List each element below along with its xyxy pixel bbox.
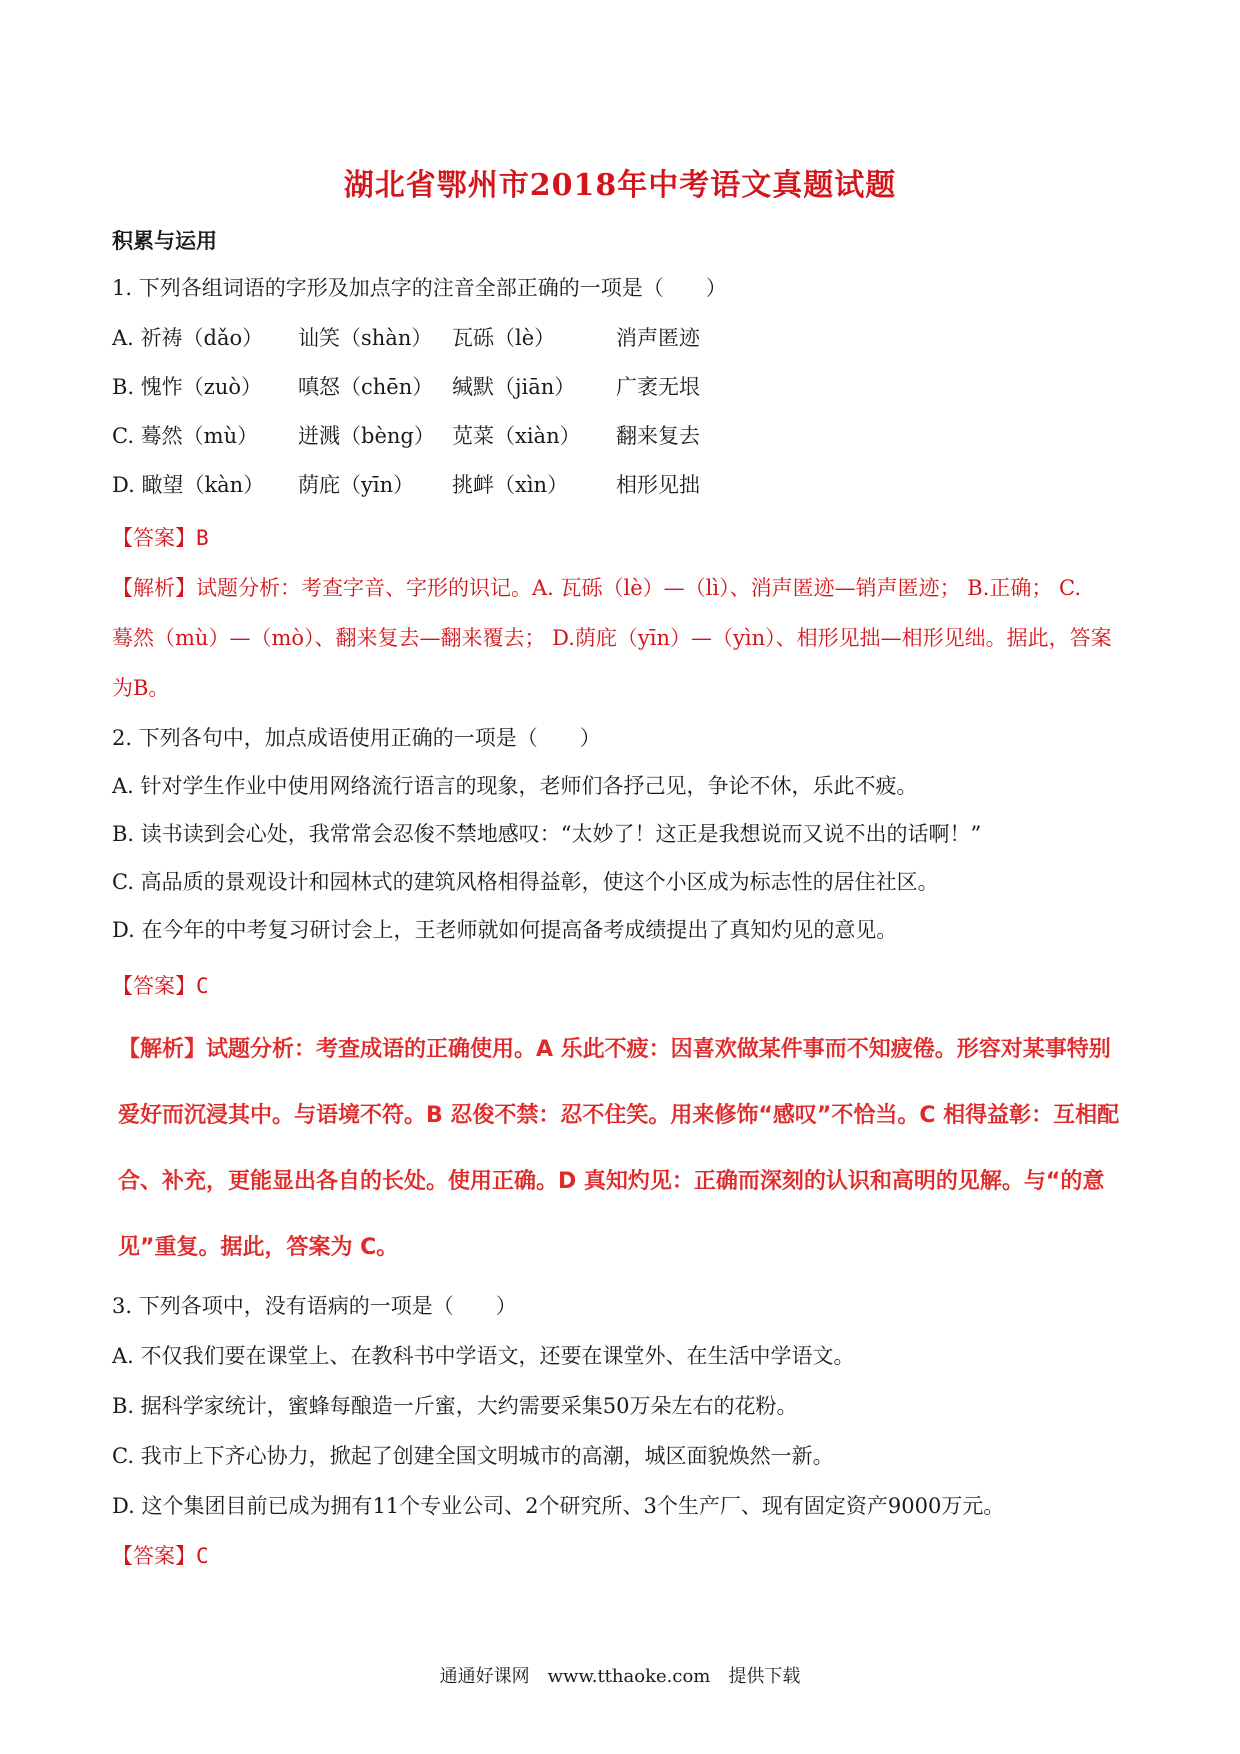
answer-label: 【答案】 xyxy=(112,974,196,998)
answer-value: C xyxy=(196,974,209,998)
q2-analysis-line: 爱好而沉浸其中。与语境不符。B 忍俊不禁：忍不住笑。用来修饰“感叹”不恰当。C 相得益彰：互相配 xyxy=(118,1103,1120,1128)
q1-a-word1: A. 祈祷（dǎo） xyxy=(112,326,264,350)
footer-source: 通通好课网 www.tthaoke.com 提供下载 xyxy=(439,1666,801,1687)
q1-d-word2: 荫庇（yīn） xyxy=(298,473,415,497)
q1-d-word4: 相形见拙 xyxy=(616,473,700,497)
q1-b-word4: 广袤无垠 xyxy=(616,375,700,399)
q1-analysis-line: 蓦然（mù）—（mò）、翻来复去—翻来覆去； D.荫庇（yīn）—（yìn）、相形见拙—相形见绌。据此，答案 xyxy=(112,626,1112,650)
q2-stem: 2. 下列各句中，加点成语使用正确的一项是（ ） xyxy=(112,726,601,750)
q2-analysis-line: 见”重复。据此，答案为 C。 xyxy=(118,1235,399,1260)
answer-label: 【答案】 xyxy=(112,1544,196,1568)
q2-option-d: D. 在今年的中考复习研讨会上，王老师就如何提高备考成绩提出了真知灼见的意见。 xyxy=(112,918,898,942)
q2-analysis-line: 合、补充，更能显出各自的长处。使用正确。D 真知灼见：正确而深刻的认识和高明的见解。与“的意 xyxy=(118,1169,1105,1194)
q1-a-word3: 瓦砾（lè） xyxy=(452,326,556,350)
q3-stem: 3. 下列各项中，没有语病的一项是（ ） xyxy=(112,1294,517,1318)
q2-option-c: C. 高品质的景观设计和园林式的建筑风格相得益彰，使这个小区成为标志性的居住社区。 xyxy=(112,870,939,894)
q1-a-word4: 消声匿迹 xyxy=(616,326,700,350)
q1-c-word3: 苋菜（xiàn） xyxy=(452,424,581,448)
q1-analysis-line: 【解析】试题分析：考查字音、字形的识记。A. 瓦砾（lè）—（lì）、消声匿迹—销声匿迹； B.正确； C. xyxy=(112,576,1082,600)
q2-analysis-line: 【解析】试题分析：考查成语的正确使用。A 乐此不疲：因喜欢做某件事而不知疲倦。形容对某事特别 xyxy=(118,1037,1111,1062)
answer-value: C xyxy=(196,1544,209,1568)
q1-c-word4: 翻来复去 xyxy=(616,424,700,448)
q2-answer xyxy=(112,970,209,1000)
q1-d-word3: 挑衅（xìn） xyxy=(452,473,569,497)
q2-option-b: B. 读书读到会心处，我常常会忍俊不禁地感叹：“太妙了！这正是我想说而又说不出的话啊！” xyxy=(112,822,982,846)
q1-b-word3: 缄默（jiān） xyxy=(452,375,576,399)
q1-b-word2: 嗔怒（chēn） xyxy=(298,375,434,399)
q1-analysis-line: 为B。 xyxy=(112,676,170,700)
q1-d-word1: D. 瞰望（kàn） xyxy=(112,473,265,497)
q3-option-c: C. 我市上下齐心协力，掀起了创建全国文明城市的高潮，城区面貌焕然一新。 xyxy=(112,1444,834,1468)
q1-c-word1: C. 蓦然（mù） xyxy=(112,424,259,448)
answer-label: 【答案】 xyxy=(112,526,196,550)
q1-b-word1: B. 愧怍（zuò） xyxy=(112,375,263,399)
q3-option-b: B. 据科学家统计，蜜蜂每酿造一斤蜜，大约需要采集50万朵左右的花粉。 xyxy=(112,1394,798,1418)
q2-option-a: A. 针对学生作业中使用网络流行语言的现象，老师们各抒己见，争论不休，乐此不疲。 xyxy=(112,774,918,798)
q3-answer xyxy=(112,1540,209,1570)
q1-answer xyxy=(112,522,209,552)
document-title: 湖北省鄂州市2018年中考语文真题试题 xyxy=(343,168,897,203)
q1-stem: 1. 下列各组词语的字形及加点字的注音全部正确的一项是（ ） xyxy=(112,276,727,300)
q1-a-word2: 讪笑（shàn） xyxy=(298,326,433,350)
q3-option-a: A. 不仅我们要在课堂上、在教科书中学语文，还要在课堂外、在生活中学语文。 xyxy=(112,1344,855,1368)
q1-c-word2: 迸溅（bèng） xyxy=(298,424,435,448)
q3-option-d: D. 这个集团目前已成为拥有11个专业公司、2个研究所、3个生产厂、现有固定资产9000万元。 xyxy=(112,1494,1005,1518)
section-heading: 积累与运用 xyxy=(112,228,217,253)
answer-value: B xyxy=(196,526,209,550)
